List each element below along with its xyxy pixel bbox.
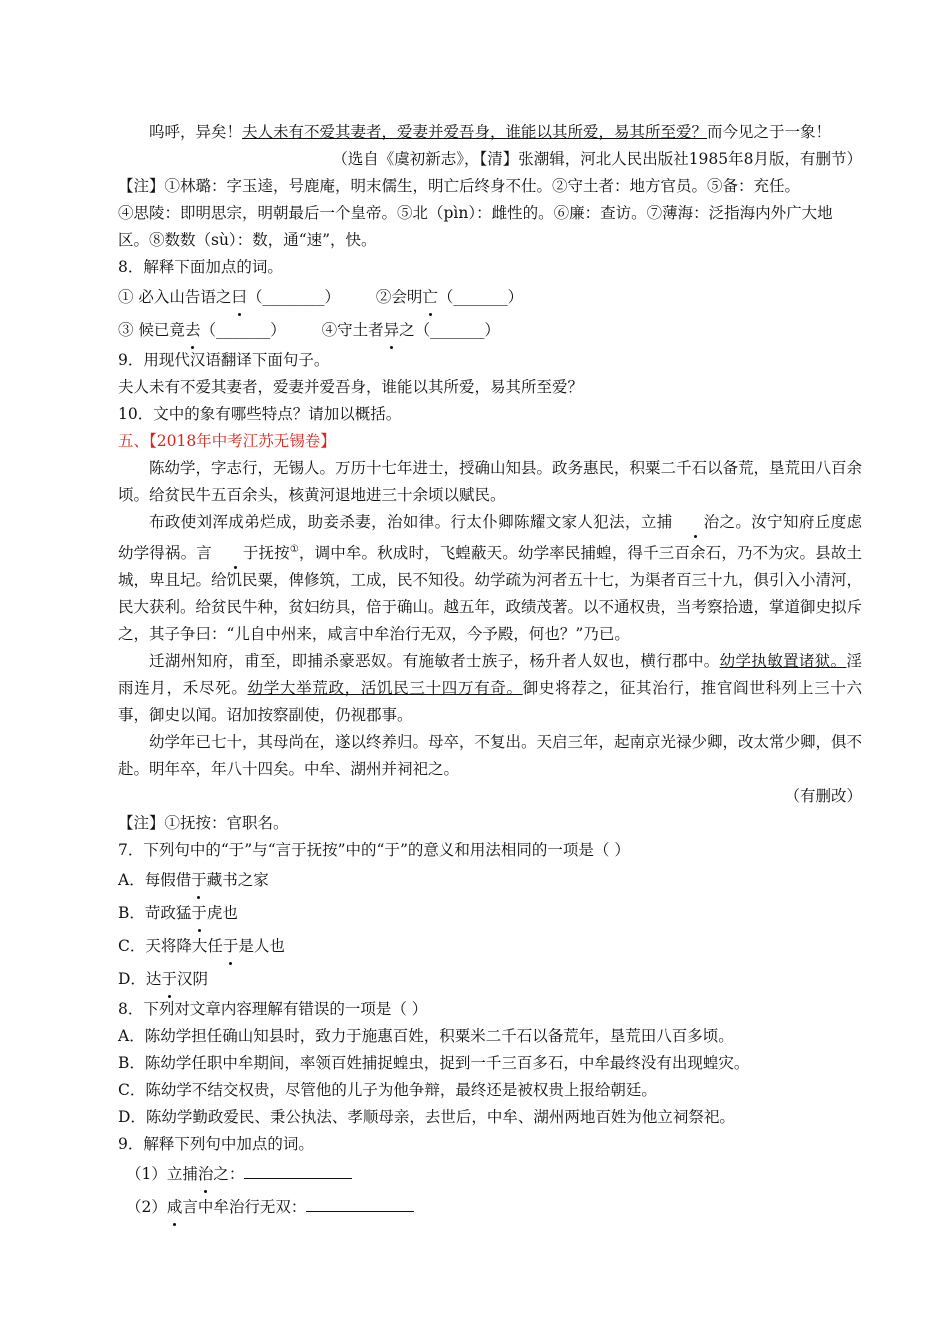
question-8b-option-b[interactable]: B．陈幼学任职中牟期间，率领百姓捕捉蝗虫，捉到一千三百多石，中牟最终没有出现蝗灾。 [118, 1054, 750, 1073]
passage2-paragraph-2: 布政使刘浑成弟烂成，助妾杀妻，治如律。行太仆卿陈耀文家人犯法，立捕 治之。汝宁知府丘度虑幼学得祸。言 于抚按①，调中牟。秋成时，飞蝗蔽天。幼学率民捕蝗，得千三百余石，乃不为灾。县故土城，卑且圮。给饥民粟，俾修筑，工成，民不知役。幼学疏为河者五十七，为渠者百三十九，俱引入小清河，民大获利。给贫民牛种，贫妇纺具，倍于确山。越五年，政绩茂著。以不通权贵，当考察拾遗，掌道御史拟斥之，其子争曰：“儿自中州来，咸言中牟治行无双，今予殿，何也？”乃已。 [118, 509, 862, 648]
dotted-char: 治 [198, 1158, 214, 1191]
passage2-footnote: 【注】①抚按：官职名。 [118, 814, 289, 833]
passage1-closing [118, 118, 862, 146]
question-8a-row1: ① 必入山告语之曰（________） ②会明亡（_______） [118, 281, 862, 314]
answer-blank[interactable]: （_______） [437, 288, 524, 306]
section-5-heading [118, 428, 862, 455]
passage2-paragraph-1: 陈幼学，字志行，无锡人。万历十七年进士，授确山知县。政务惠民，积粟二千石以备荒，垦荒田八百余顷。给贫民牛五百余头，核黄河退地进三十余顷以赋民。 [118, 459, 863, 504]
question-9a-sentence: 夫人未有不爱其妻者，爱妻并爱吾身，谁能以其所爱，易其所至爱？ [118, 378, 584, 396]
question-7-option-b[interactable]: B．苛政猛于虎也 [118, 897, 862, 930]
dotted-char: 治 [673, 509, 720, 536]
question-8b-option-a[interactable]: A．陈幼学担任确山知县时，致力于施惠百姓，积粟米二千石以备荒年，垦荒田八百多顷。 [118, 1027, 734, 1046]
question-8b-option-d[interactable]: D．陈幼学勤政爱民、秉公执法、孝顺母亲，去世后，中牟、湖州两地百姓为他立祠祭祀。 [118, 1108, 735, 1127]
dotted-char: 于 [191, 864, 207, 897]
answer-blank[interactable]: （_______） [414, 321, 500, 339]
underlined-sentence: 幼学大举荒政，活饥民三十四万有奇。 [247, 679, 523, 698]
dotted-char: 亡 [422, 281, 438, 314]
underlined-sentence: 夫人未有不爱其妻者，爱妻并爱吾身，谁能以其所爱，易其所至爱？ [242, 123, 708, 141]
dotted-char: 于 [161, 963, 177, 996]
passage1-note-1: 【注】①林璐：字玉逵，号鹿庵，明末儒生，明亡后终身不仕。②守土者：地方官员。⑤备：充任。 [118, 177, 801, 195]
passage2-paragraph-4: 幼学年已七十，其母尚在，遂以终养归。母卒，不复出。天启三年，起南京光禄少卿，改太常少卿，俱不赴。明年卒，年八十四矣。中牟、湖州并祠祀之。 [118, 733, 863, 779]
question-9b-item-1: （1）立捕治之： [118, 1158, 862, 1191]
question-7-option-d[interactable]: D．达于汉阴 [118, 963, 862, 996]
passage1-tail: 而今见之于一象！ [707, 123, 832, 141]
answer-blank[interactable]: （_______） [200, 321, 286, 339]
dotted-char: 咸 [167, 1191, 183, 1224]
question-7-stem: 7．下列句中的“于”与“言于抚按”中的“于”的意义和用法相同的一项是（ ） [118, 841, 630, 860]
section-title: 【2018年中考江苏无锡卷】 [149, 432, 336, 450]
document-content [118, 118, 862, 1224]
dotted-char: 异 [384, 314, 400, 347]
question-8a-stem: 8．解释下面加点的词。 [118, 258, 283, 276]
question-8b-option-c[interactable]: C．陈幼学不结交权贵，尽管他的儿子为他争辩，最终还是被权贵上报给朝廷。 [118, 1081, 657, 1100]
question-10: 10．文中的象有哪些特点？请加以概括。 [118, 405, 402, 423]
passage1-note-3: 区。⑧数数（sù）：数，通“速”，快。 [118, 231, 377, 249]
dotted-char: 于 [223, 930, 239, 963]
footnote-marker: ① [289, 544, 299, 555]
passage1-note-2: ④思陵：即明思宗，明朝最后一个皇帝。⑤北（pìn）：雌性的。⑥廉：查访。⑦薄海：泛指海内外广大地 [118, 204, 833, 222]
answer-blank[interactable] [244, 1163, 352, 1179]
passage1-intro: 呜呼，异矣！ [149, 123, 243, 141]
question-8b-stem: 8．下列对文章内容理解有错误的一项是（ ） [118, 1000, 428, 1019]
dotted-char: 曰 [231, 281, 247, 314]
underlined-sentence: 幼学执敏置诸狱。 [719, 652, 847, 671]
dotted-char: 于 [191, 897, 207, 930]
dotted-char: 于 [212, 540, 259, 567]
question-7-option-a[interactable]: A．每假借于藏书之家 [118, 864, 862, 897]
answer-blank[interactable] [306, 1196, 414, 1212]
passage1-source: （选自《虞初新志》，【清】张潮辑，河北人民出版社1985年8月版，有删节） [332, 150, 862, 168]
question-9b-item-2: （2）咸言中牟治行无双： [118, 1191, 862, 1224]
question-8a-row2: ③ 候已竟去（_______） ④守土者异之（_______） [118, 314, 862, 347]
answer-blank[interactable]: （________） [246, 288, 340, 306]
question-7-option-c[interactable]: C．天将降大任于是人也 [118, 930, 862, 963]
passage2-paragraph-3: 迁湖州知府，甫至，即捕杀豪恶奴。有施敏者士族子，杨升者人奴也，横行郡中。幼学执敏置诸狱。淫雨连月，禾尽死。幼学大举荒政，活饥民三十四万有奇。御史将荐之，征其治行，推官阎世科列上三十六事，御史以闻。诏加按察副使，仍视郡事。 [118, 652, 862, 725]
question-9b-stem: 9．解释下列句中加点的词。 [118, 1135, 314, 1154]
dotted-char: 去 [185, 314, 201, 347]
question-9a-stem: 9．用现代汉语翻译下面句子。 [118, 351, 330, 369]
section-number: 五、 [118, 432, 150, 450]
passage2-revised-note: （有删改） [784, 787, 862, 806]
